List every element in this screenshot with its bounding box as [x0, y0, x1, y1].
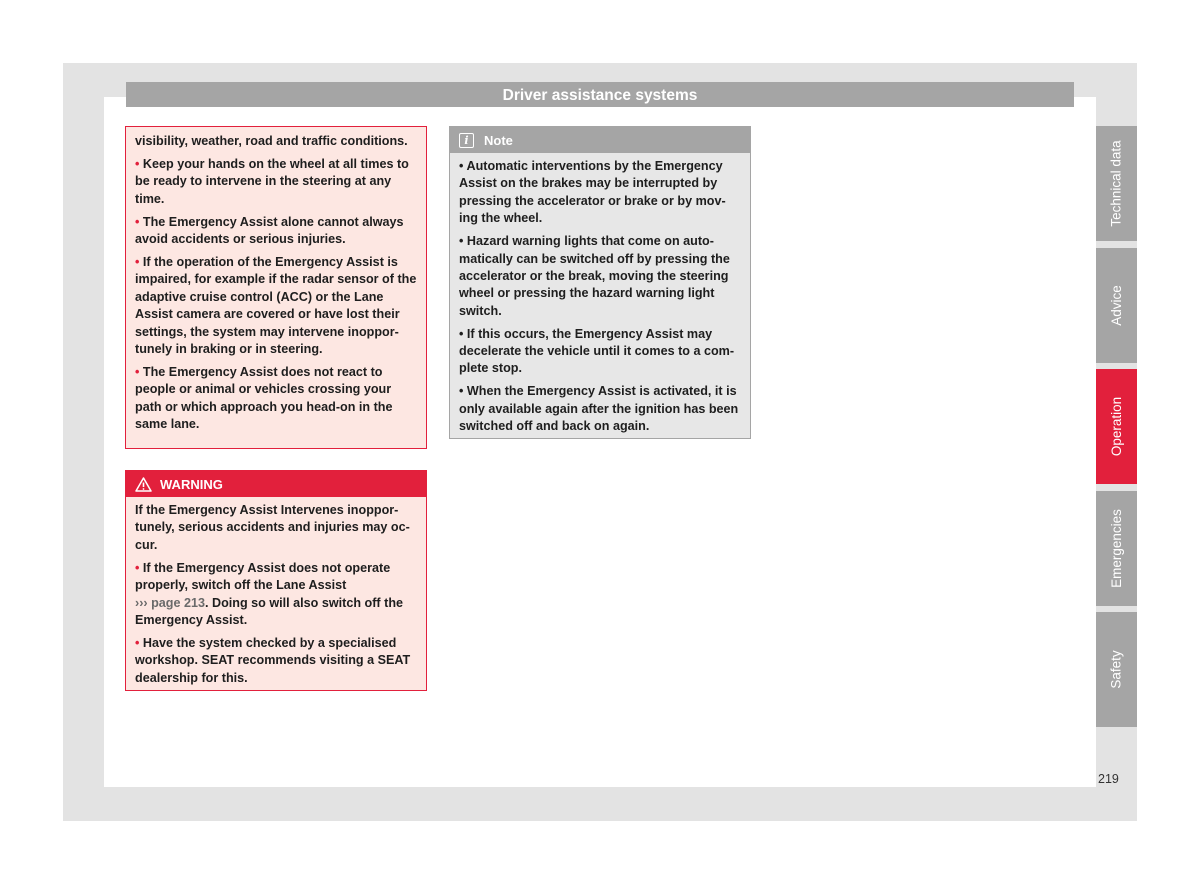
- info-icon: i: [459, 133, 474, 148]
- tab-emergencies[interactable]: [1096, 491, 1137, 606]
- tab-operation[interactable]: [1096, 369, 1137, 484]
- page-link[interactable]: ››› page 213: [135, 595, 205, 610]
- tab-advice[interactable]: [1096, 248, 1137, 363]
- tab-label: Safety: [1109, 650, 1124, 689]
- note-bullet-text: Hazard warning lights that come on auto-matically can be switched off by pressing the accelerator or the break, moving the steering wheel or pressing the hazard warning light switch.: [459, 234, 730, 318]
- warning-intro: If the Emergency Assist Intervenes inoppor-tunely, serious accidents and injuries may oc-cur.: [135, 503, 410, 552]
- note-header: [450, 127, 750, 153]
- note-label: Note: [484, 132, 513, 148]
- note-bullet-text: If this occurs, the Emergency Assist may decelerate the vehicle until it comes to a com-plete stop.: [459, 326, 735, 376]
- warning-bullet-text: Have the system checked by a specialised workshop. SEAT recommends visiting a SEAT dealership for this.: [135, 635, 411, 685]
- bullet-icon: •: [135, 214, 140, 229]
- bullet-icon: •: [459, 384, 464, 399]
- bullet-icon: •: [135, 635, 140, 650]
- bullet-icon: •: [135, 364, 140, 379]
- warning-bullet-text: If the Emergency Assist does not operate properly, switch off the Lane Assist: [135, 560, 391, 593]
- tab-label: Operation: [1109, 396, 1125, 457]
- note-bullet: [459, 383, 742, 435]
- tab-technical-data[interactable]: [1096, 126, 1137, 241]
- bullet-icon: •: [135, 254, 140, 269]
- caution-bullet-text: If the operation of the Emergency Assist is impaired, for example if the radar sensor of the adaptive cruise control (ACC) or the Lane Assist camera are covered or have lost their settings, the system may intervene inoppor-tunely in braking or in steering.: [135, 254, 417, 356]
- caution-bullet: [135, 156, 418, 208]
- warning-bullet: [135, 560, 418, 630]
- caution-bullet: [135, 214, 418, 249]
- caution-box: [125, 126, 427, 449]
- section-header: Driver assistance systems: [126, 82, 1074, 107]
- caution-bullet-text: Keep your hands on the wheel at all times to be ready to intervene in the steering at any time.: [135, 156, 409, 206]
- note-bullet-text: Automatic interventions by the Emergency Assist on the brakes may be interrupted by pressing the accelerator or brake or by mov-ing the wheel.: [459, 159, 726, 226]
- note-box: [449, 126, 751, 439]
- page-number: 219: [1098, 772, 1119, 786]
- tab-safety[interactable]: [1096, 612, 1137, 727]
- warning-label: WARNING: [160, 476, 223, 492]
- tab-label: Advice: [1109, 285, 1124, 326]
- warning-bullet: [135, 635, 418, 687]
- tab-label: Emergencies: [1109, 509, 1125, 588]
- bullet-icon: •: [135, 156, 140, 171]
- caution-bullet: [135, 364, 418, 434]
- caution-bullet: [135, 254, 418, 358]
- caution-bullet-text: The Emergency Assist alone cannot always avoid accidents or serious injuries.: [135, 214, 404, 247]
- bullet-icon: •: [459, 159, 464, 173]
- warning-header: [126, 471, 426, 497]
- note-bullet: [459, 158, 742, 228]
- bullet-icon: •: [459, 326, 464, 341]
- warning-body: [126, 497, 426, 697]
- warning-box: [125, 470, 427, 691]
- bullet-icon: •: [135, 560, 140, 575]
- note-bullet: [459, 326, 742, 378]
- warning-bullet-text: . Doing so will also switch off the Emergency Assist.: [135, 595, 404, 627]
- warning-triangle-icon: [135, 477, 152, 492]
- note-bullet-text: When the Emergency Assist is activated, it is only available again after the ignition has been switched off and back on again.: [459, 384, 739, 434]
- note-bullet: [459, 233, 742, 320]
- note-body: [450, 153, 750, 445]
- caution-bullet-text: The Emergency Assist does not react to people or animal or vehicles crossing your path or which approach you head-on in the same lane.: [135, 364, 393, 432]
- tab-label: Technical data: [1109, 140, 1124, 227]
- caution-intro: visibility, weather, road and traffic conditions.: [135, 134, 408, 148]
- bullet-icon: •: [459, 234, 464, 249]
